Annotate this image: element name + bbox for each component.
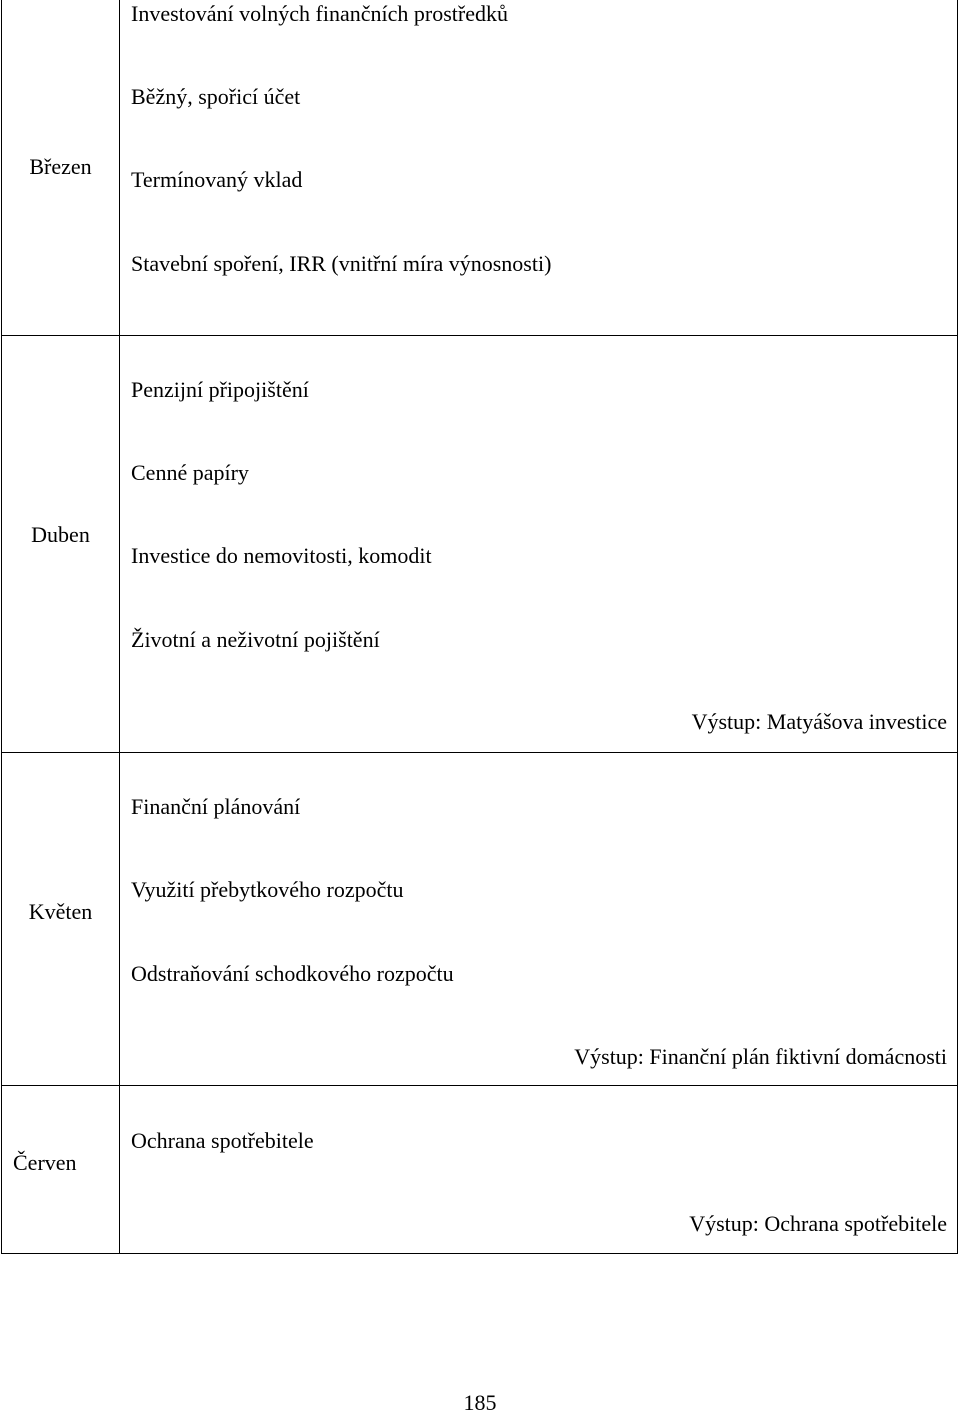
- page-number: 185: [463, 1390, 497, 1415]
- month-cell: [2, 0, 120, 336]
- table-row: [2, 0, 958, 336]
- table-row: [2, 336, 958, 753]
- topic-item: Investování volných finančních prostředků: [131, 1, 508, 26]
- month-label: Květen: [28, 899, 93, 924]
- month-cell: [2, 1086, 120, 1254]
- month-label: Březen: [29, 154, 92, 179]
- month-cell: [2, 753, 120, 1086]
- topic-item: Investice do nemovitosti, komodit: [131, 543, 432, 568]
- schedule-table: [1, 0, 958, 1254]
- topics-cell: [120, 336, 958, 753]
- topics-cell: [120, 0, 958, 336]
- table-row: [2, 1086, 958, 1254]
- topics-cell: [120, 753, 958, 1086]
- table-row: [2, 753, 958, 1086]
- topic-item: Běžný, spořicí účet: [131, 84, 301, 109]
- topic-item: Termínovaný vklad: [131, 167, 303, 192]
- month-label: Duben: [31, 522, 90, 547]
- topic-item: Stavební spoření, IRR (vnitřní míra výnosnosti): [131, 251, 552, 276]
- month-label: Červen: [13, 1150, 77, 1175]
- month-cell: [2, 336, 120, 753]
- topic-item: Životní a neživotní pojištění: [131, 627, 380, 652]
- topic-item: Finanční plánování: [131, 794, 301, 819]
- topic-item: Odstraňování schodkového rozpočtu: [131, 961, 454, 986]
- topics-cell: [120, 1086, 958, 1254]
- topic-item: Penzijní připojištění: [131, 377, 309, 402]
- topic-item: Cenné papíry: [131, 460, 249, 485]
- output-label: Výstup: Finanční plán fiktivní domácnosti: [574, 1044, 947, 1069]
- output-label: Výstup: Matyášova investice: [691, 709, 947, 734]
- topic-item: Využití přebytkového rozpočtu: [131, 877, 404, 902]
- output-label: Výstup: Ochrana spotřebitele: [689, 1211, 947, 1236]
- topic-item: Ochrana spotřebitele: [131, 1128, 314, 1153]
